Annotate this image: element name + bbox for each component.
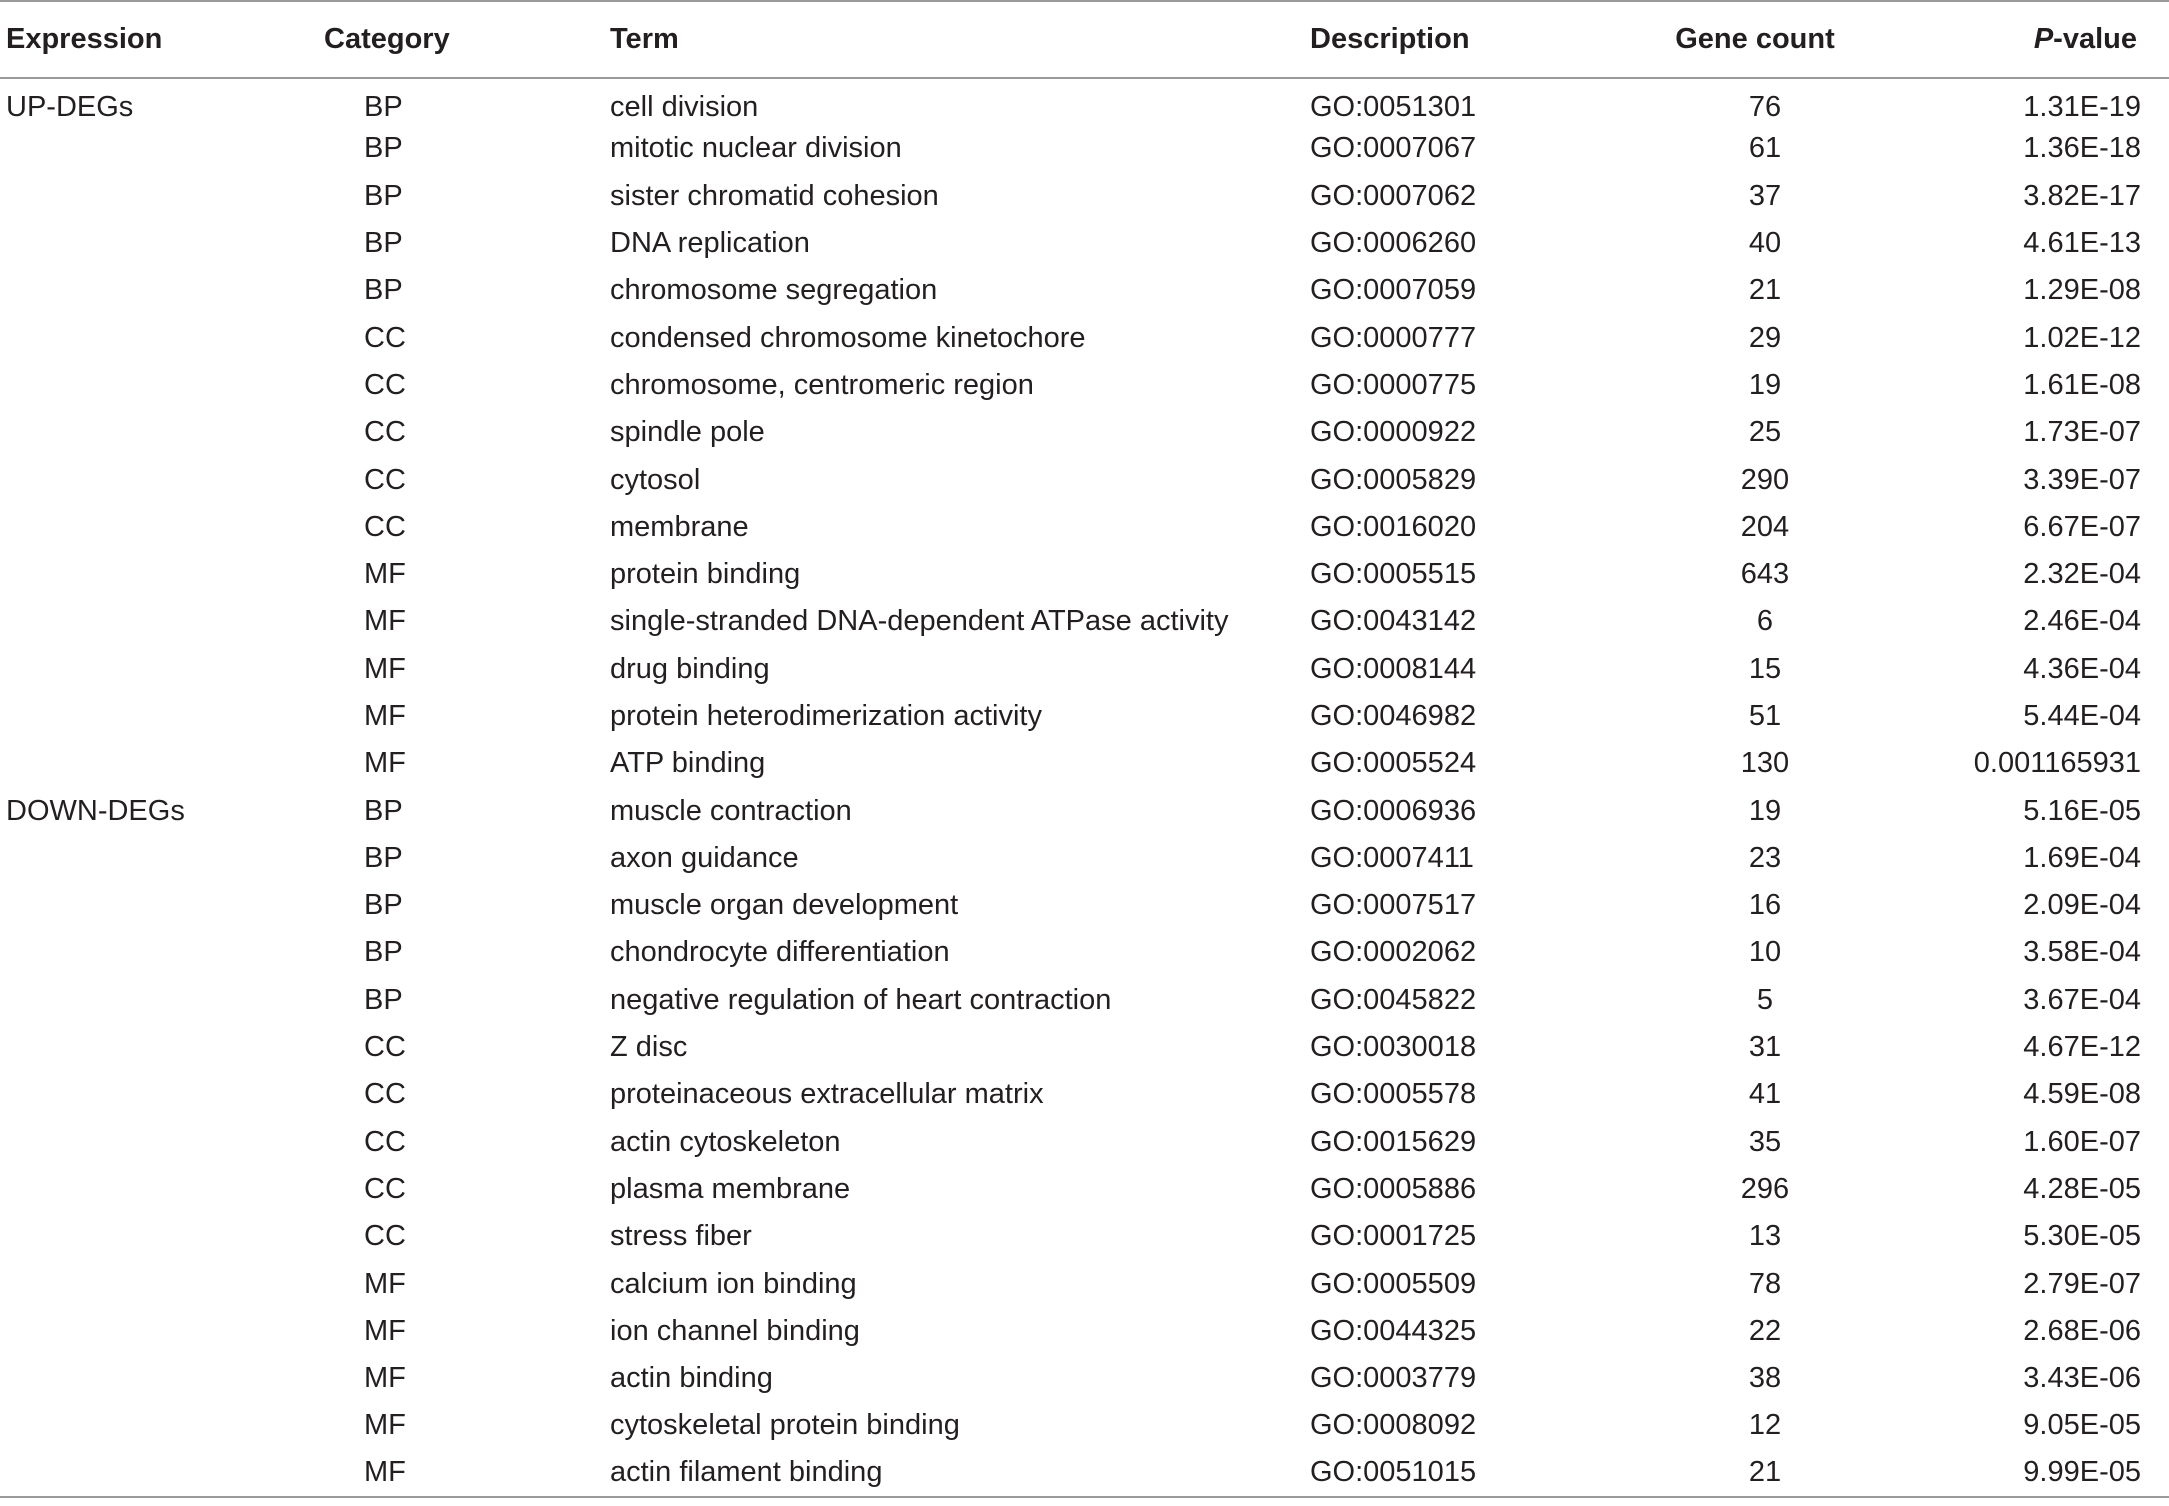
cell-description: GO:0051301 — [1310, 90, 1477, 123]
cell-gene-count: 13 — [1748, 1220, 1782, 1253]
cell-p-value: 1.60E-07 — [2023, 1125, 2141, 1158]
cell-expression — [0, 1260, 306, 1307]
cell-gene-count: 31 — [1748, 1031, 1782, 1064]
cell-category: CC — [364, 1031, 406, 1064]
table-row — [0, 504, 2169, 551]
cell-description: GO:0007517 — [1310, 889, 1477, 922]
cell-term: drug binding — [610, 652, 770, 685]
table-row — [0, 1355, 2169, 1402]
table-row — [0, 1071, 2169, 1118]
cell-term: actin cytoskeleton — [610, 1125, 841, 1158]
cell-p-value: 1.36E-18 — [2023, 132, 2141, 165]
cell-category: MF — [364, 652, 406, 685]
cell-term: condensed chromosome kinetochore — [610, 321, 1086, 354]
cell-category: BP — [364, 90, 403, 123]
header-p-value-suffix: -value — [2053, 23, 2137, 55]
cell-gene-count: 38 — [1748, 1362, 1782, 1395]
cell-description: GO:0007062 — [1310, 179, 1477, 212]
cell-category: BP — [364, 227, 403, 260]
cell-term: DNA replication — [610, 227, 810, 260]
cell-term: plasma membrane — [610, 1172, 851, 1205]
cell-p-value: 1.29E-08 — [2023, 274, 2141, 307]
cell-gene-count: 6 — [1756, 605, 1774, 638]
table-row — [0, 646, 2169, 693]
cell-category: CC — [364, 321, 406, 354]
cell-gene-count: 296 — [1740, 1172, 1790, 1205]
cell-gene-count: 25 — [1748, 416, 1782, 449]
cell-description: GO:0008144 — [1310, 652, 1477, 685]
cell-term: negative regulation of heart contraction — [610, 983, 1112, 1016]
cell-term: actin filament binding — [609, 1450, 1310, 1497]
cell-expression — [0, 267, 306, 314]
cell-category: MF — [306, 1450, 609, 1497]
cell-description: GO:0005578 — [1310, 1078, 1477, 1111]
cell-p-value: 2.68E-06 — [2023, 1314, 2141, 1347]
cell-expression — [0, 1166, 306, 1213]
cell-category: BP — [364, 132, 403, 165]
cell-p-value: 0.001165931 — [1973, 747, 2141, 780]
table-row — [0, 220, 2169, 267]
cell-p-value: 1.31E-19 — [2023, 90, 2141, 123]
cell-description: GO:0030018 — [1310, 1031, 1477, 1064]
cell-term: actin binding — [610, 1362, 773, 1395]
cell-term: calcium ion binding — [610, 1267, 857, 1300]
table-row — [0, 551, 2169, 598]
cell-gene-count: 12 — [1748, 1409, 1782, 1442]
cell-expression — [0, 409, 306, 456]
cell-term: muscle organ development — [610, 889, 959, 922]
cell-gene-count: 5 — [1756, 983, 1774, 1016]
cell-category: CC — [364, 368, 406, 401]
cell-description: GO:0000777 — [1310, 321, 1477, 354]
table-row — [0, 1213, 2169, 1260]
table-row — [0, 1166, 2169, 1213]
table-row — [0, 740, 2169, 787]
table-row — [0, 882, 2169, 929]
table-row — [0, 598, 2169, 645]
cell-description: GO:0000922 — [1310, 416, 1477, 449]
cell-expression — [0, 929, 306, 976]
cell-gene-count: 21 — [1610, 1450, 1900, 1497]
cell-gene-count: 204 — [1740, 510, 1790, 543]
cell-term: cytoskeletal protein binding — [610, 1409, 960, 1442]
cell-expression — [0, 977, 306, 1024]
cell-description: GO:0005509 — [1310, 1267, 1477, 1300]
cell-term: chondrocyte differentiation — [610, 936, 950, 969]
cell-description: GO:0005515 — [1310, 558, 1477, 591]
cell-term: Z disc — [610, 1031, 688, 1064]
cell-expression — [0, 1024, 306, 1071]
table-row — [0, 1308, 2169, 1355]
cell-p-value: 3.39E-07 — [2023, 463, 2141, 496]
cell-category: BP — [364, 983, 403, 1016]
cell-term: cell division — [610, 90, 759, 123]
cell-p-value: 1.02E-12 — [2023, 321, 2141, 354]
cell-description: GO:0045822 — [1310, 983, 1477, 1016]
cell-category: CC — [364, 510, 406, 543]
cell-p-value: 4.36E-04 — [2023, 652, 2141, 685]
cell-description: GO:0005829 — [1310, 463, 1477, 496]
cell-gene-count: 37 — [1748, 179, 1782, 212]
cell-category: BP — [364, 794, 403, 827]
cell-term: single-stranded DNA-dependent ATPase activity — [610, 605, 1229, 638]
cell-category: BP — [364, 274, 403, 307]
header-p-value — [1900, 1, 2169, 78]
cell-term: chromosome, centromeric region — [610, 368, 1034, 401]
cell-gene-count: 22 — [1748, 1314, 1782, 1347]
cell-description: GO:0006260 — [1310, 227, 1477, 260]
cell-gene-count: 78 — [1748, 1267, 1782, 1300]
cell-gene-count: 41 — [1748, 1078, 1782, 1111]
table-row — [0, 1450, 2169, 1497]
cell-p-value: 4.28E-05 — [2023, 1172, 2141, 1205]
cell-term: sister chromatid cohesion — [610, 179, 939, 212]
table-row — [0, 835, 2169, 882]
table-row — [0, 125, 2169, 172]
cell-expression — [0, 504, 306, 551]
header-gene-count: Gene count — [1610, 1, 1900, 78]
cell-description: GO:0016020 — [1310, 510, 1477, 543]
cell-category: MF — [364, 1409, 406, 1442]
table-row — [0, 1402, 2169, 1449]
header-category: Category — [306, 1, 609, 78]
table-row — [0, 78, 2169, 125]
table-row — [0, 1260, 2169, 1307]
cell-gene-count: 19 — [1748, 368, 1782, 401]
cell-expression — [0, 1308, 306, 1355]
cell-gene-count: 10 — [1748, 936, 1782, 969]
cell-term: ATP binding — [610, 747, 766, 780]
cell-description: GO:0007067 — [1310, 132, 1477, 165]
cell-expression — [0, 314, 306, 361]
cell-gene-count: 51 — [1748, 700, 1782, 732]
cell-expression — [0, 1071, 306, 1118]
cell-category: MF — [364, 1314, 406, 1347]
table-row — [0, 977, 2169, 1024]
table-row — [0, 409, 2169, 456]
cell-category: BP — [364, 936, 403, 969]
cell-expression: DOWN-DEGs — [6, 794, 185, 827]
cell-gene-count: 290 — [1740, 463, 1790, 496]
cell-gene-count: 35 — [1748, 1125, 1782, 1158]
table-row — [0, 693, 2169, 740]
cell-description: GO:0006936 — [1310, 794, 1477, 827]
cell-gene-count: 643 — [1740, 558, 1790, 591]
header-term: Term — [609, 1, 1310, 78]
cell-term: cytosol — [610, 463, 701, 496]
cell-term: axon guidance — [610, 841, 799, 874]
cell-p-value: 3.43E-06 — [2023, 1362, 2141, 1395]
cell-description: GO:0001725 — [1310, 1220, 1477, 1253]
cell-p-value: 2.32E-04 — [2023, 558, 2141, 591]
table-row — [0, 314, 2169, 361]
cell-p-value: 2.46E-04 — [2023, 605, 2141, 638]
cell-gene-count: 19 — [1748, 794, 1782, 827]
cell-expression — [0, 1119, 306, 1166]
cell-description: GO:0051015 — [1310, 1450, 1610, 1497]
cell-p-value: 4.59E-08 — [2023, 1078, 2141, 1111]
table-row — [0, 456, 2169, 503]
cell-p-value: 2.09E-04 — [2023, 889, 2141, 922]
cell-category: CC — [364, 1125, 406, 1158]
cell-p-value: 9.99E-05 — [1900, 1450, 2169, 1497]
cell-expression — [0, 125, 306, 172]
cell-gene-count: 29 — [1748, 321, 1782, 354]
cell-category: CC — [364, 1220, 406, 1253]
cell-expression — [0, 1450, 306, 1497]
header-expression: Expression — [0, 1, 306, 78]
cell-p-value: 4.67E-12 — [2023, 1031, 2141, 1064]
cell-category: MF — [364, 1267, 406, 1300]
cell-category: BP — [364, 841, 403, 874]
cell-p-value: 1.61E-08 — [2023, 368, 2141, 401]
cell-expression — [0, 598, 306, 645]
cell-expression — [0, 551, 306, 598]
cell-category: CC — [364, 1078, 406, 1111]
cell-description: GO:0005886 — [1310, 1172, 1477, 1205]
cell-description: GO:0008092 — [1310, 1409, 1477, 1442]
cell-description: GO:0044325 — [1310, 1314, 1477, 1347]
cell-expression — [0, 362, 306, 409]
cell-gene-count: 23 — [1748, 841, 1782, 874]
cell-term: ion channel binding — [610, 1314, 860, 1347]
cell-expression — [0, 740, 306, 787]
cell-p-value: 3.82E-17 — [2023, 179, 2141, 212]
cell-description: GO:0005524 — [1310, 747, 1477, 780]
cell-category: MF — [364, 558, 406, 591]
cell-p-value: 3.58E-04 — [2023, 936, 2141, 969]
cell-description: GO:0043142 — [1310, 605, 1477, 638]
cell-category: CC — [364, 1172, 406, 1205]
cell-description: GO:0015629 — [1310, 1125, 1477, 1158]
table-row — [0, 362, 2169, 409]
cell-p-value: 4.61E-13 — [2023, 227, 2141, 260]
cell-category: CC — [364, 416, 406, 449]
cell-category: BP — [364, 889, 403, 922]
cell-p-value: 6.67E-07 — [2023, 510, 2141, 543]
cell-term: membrane — [610, 510, 749, 543]
cell-term: muscle contraction — [610, 794, 852, 827]
cell-category: MF — [364, 605, 406, 638]
cell-term: stress fiber — [610, 1220, 752, 1253]
cell-term: protein heterodimerization activity — [610, 700, 1042, 732]
cell-expression — [0, 882, 306, 929]
cell-gene-count: 130 — [1740, 747, 1790, 780]
cell-term: chromosome segregation — [610, 274, 938, 307]
cell-p-value: 5.16E-05 — [2023, 794, 2141, 827]
cell-p-value: 1.73E-07 — [2023, 416, 2141, 449]
table-row — [0, 1024, 2169, 1071]
cell-expression: UP-DEGs — [6, 90, 134, 123]
cell-p-value: 2.79E-07 — [2023, 1267, 2141, 1300]
cell-category: CC — [364, 463, 406, 496]
table-row — [0, 787, 2169, 834]
cell-category: MF — [364, 700, 406, 732]
cell-term: protein binding — [610, 558, 801, 591]
header-description: Description — [1310, 1, 1610, 78]
cell-category: MF — [364, 747, 406, 780]
header-p-value-italic: P — [2033, 23, 2054, 55]
cell-gene-count: 15 — [1748, 652, 1782, 685]
header-row — [0, 1, 2169, 78]
cell-term: proteinaceous extracellular matrix — [610, 1078, 1044, 1111]
table-row — [0, 1119, 2169, 1166]
cell-description: GO:0002062 — [1310, 936, 1477, 969]
cell-p-value: 9.05E-05 — [2023, 1409, 2141, 1442]
table-header — [0, 1, 2169, 78]
cell-expression — [0, 173, 306, 220]
cell-expression — [0, 220, 306, 267]
cell-gene-count: 21 — [1748, 274, 1782, 307]
cell-category: MF — [364, 1362, 406, 1395]
cell-expression — [0, 835, 306, 882]
cell-expression — [0, 646, 306, 693]
cell-expression — [0, 1213, 306, 1260]
cell-description: GO:0000775 — [1310, 368, 1477, 401]
cell-term: spindle pole — [610, 416, 765, 449]
cell-expression — [0, 1402, 306, 1449]
cell-term: mitotic nuclear division — [610, 132, 902, 165]
table-row — [0, 929, 2169, 976]
cell-p-value: 5.44E-04 — [2023, 700, 2141, 732]
cell-expression — [0, 456, 306, 503]
table-row — [0, 173, 2169, 220]
cell-description: GO:0003779 — [1310, 1362, 1477, 1395]
cell-gene-count: 16 — [1748, 889, 1782, 922]
cell-gene-count: 61 — [1748, 132, 1782, 165]
cell-expression — [0, 693, 306, 740]
cell-p-value: 5.30E-05 — [2023, 1220, 2141, 1253]
cell-description: GO:0046982 — [1310, 700, 1477, 732]
cell-description: GO:0007411 — [1310, 841, 1474, 874]
cell-expression — [0, 1355, 306, 1402]
cell-description: GO:0007059 — [1310, 274, 1477, 307]
cell-gene-count: 76 — [1748, 90, 1782, 123]
cell-gene-count: 40 — [1748, 227, 1782, 260]
cell-p-value: 3.67E-04 — [2023, 983, 2141, 1016]
cell-p-value: 1.69E-04 — [2023, 841, 2141, 874]
table-body — [0, 78, 2169, 1497]
cell-category: BP — [364, 179, 403, 212]
table-row — [0, 267, 2169, 314]
